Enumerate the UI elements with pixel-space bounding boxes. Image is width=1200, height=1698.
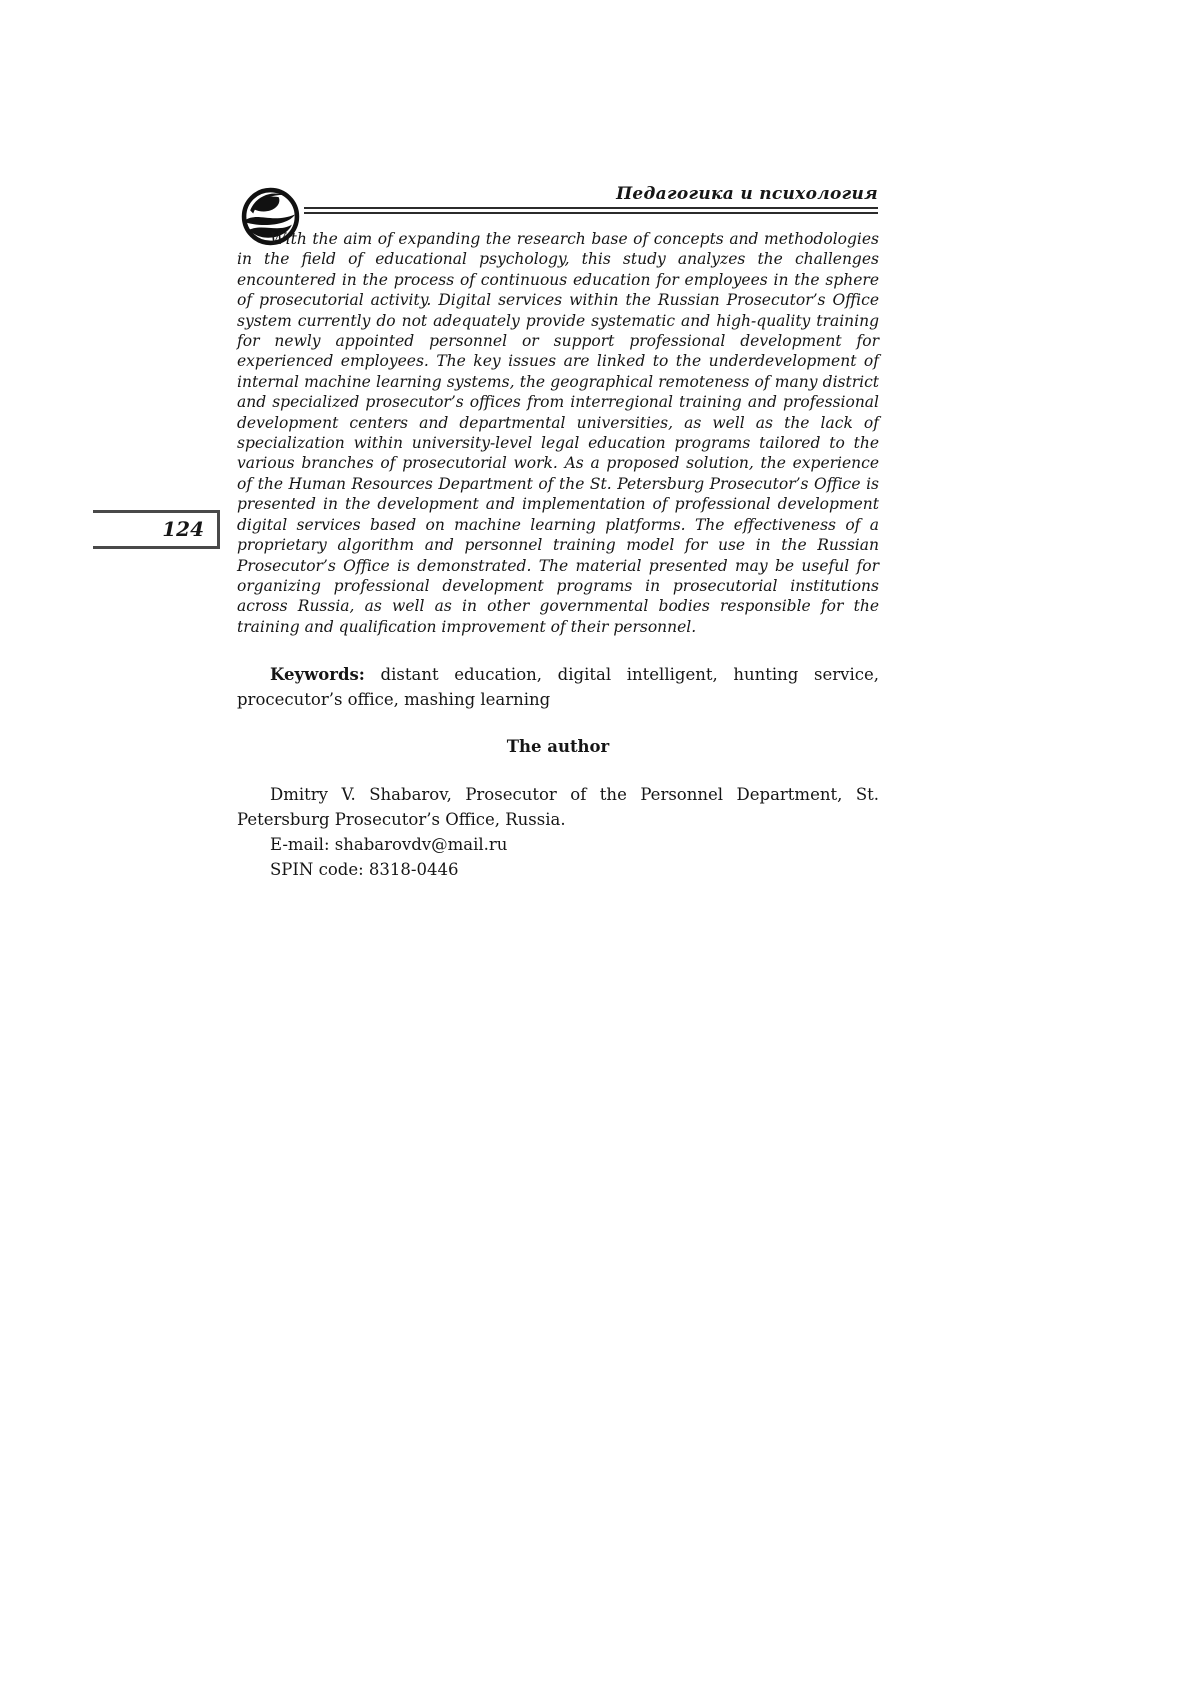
keywords-list: distant education, digital intelligent, hunting service, procecutor’s office, mashing learning: [237, 665, 879, 710]
page-number: 124: [162, 517, 204, 541]
main-text-column: [237, 229, 879, 882]
author-section-heading: The author: [506, 737, 610, 757]
author-spin-code: SPIN code: 8318-0446: [270, 860, 459, 880]
header-double-rule: [304, 207, 878, 214]
keywords-label: Keywords:: [270, 665, 365, 685]
author-email: E-mail: shabarovdv@mail.ru: [270, 835, 508, 855]
keywords-paragraph: [237, 662, 879, 712]
author-bio: Dmitry V. Shabarov, Prosecutor of the Personnel Department, St. Petersburg Prosecutor’s Office, Russia.: [237, 785, 879, 830]
page-number-box: [93, 510, 220, 549]
journal-running-head: Педагогика и психология: [616, 184, 878, 204]
abstract-paragraph: With the aim of expanding the research base of concepts and methodologies in the field of educational psychology, this study analyzes the challenges encountered in the process of continuous education for employees in the sphere of prosecutorial activity. Digital services within the Russian Prosecutor’s Office system currently do not adequately provide systematic and high-quality training for newly appointed personnel or support professional development for experienced employees. The key issues are linked to the underdevelopment of internal machine learning systems, the geographical remoteness of many district and specialized prosecutor’s offices from interregional training and professional development centers and departmental universities, as well as the lack of specialization within university-level legal education programs tailored to the various branches of prosecutorial work. As a proposed solution, the experience of the Human Resources Department of the St. Petersburg Prosecutor’s Office is presented in the development and implementation of professional development digital services based on machine learning platforms. The effectiveness of a proprietary algorithm and personnel training model for use in the Russian Prosecutor’s Office is demonstrated. The material presented may be useful for organizing professional development programs in prosecutorial institutions across Russia, as well as in other governmental bodies responsible for the training and qualification improvement of their personnel.: [237, 230, 879, 636]
